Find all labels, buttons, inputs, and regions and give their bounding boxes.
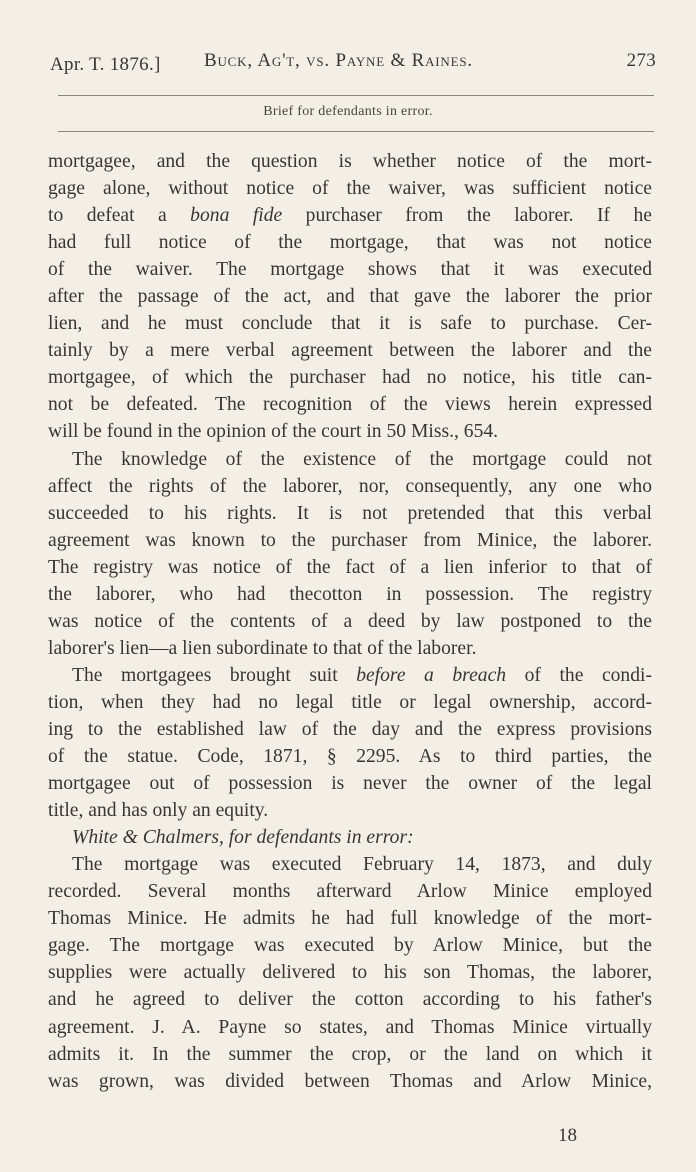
- term-citation: Apr. T. 1876.]: [50, 54, 161, 75]
- text-line: of the statue. Code, 1871, § 2295. As to third parties, the: [48, 746, 652, 768]
- italic-phrase: bona fide: [190, 205, 283, 227]
- page-number: 273: [626, 50, 656, 71]
- section-subheading: Brief for defendants in error.: [263, 104, 433, 119]
- signature-mark: 18: [558, 1125, 577, 1146]
- body-text: [48, 148, 652, 1095]
- text-line: after the passage of the act, and that gave the laborer the prior: [48, 286, 652, 308]
- text-line: The mortgagees brought suit before a breach of the condi-: [72, 664, 652, 686]
- text-line: The knowledge of the existence of the mortgage could not: [72, 448, 652, 470]
- text-line: admits it. In the summer the crop, or the land on which it: [48, 1043, 652, 1065]
- text-line: laborer's lien—a lien subordinate to that of the laborer.: [48, 637, 477, 659]
- text-line: mortgagee, of which the purchaser had no notice, his title can-: [48, 367, 652, 389]
- text-line: the laborer, who had thecotton in possession. The registry: [48, 583, 652, 605]
- text-line: lien, and he must conclude that it is safe to purchase. Cer-: [48, 313, 652, 335]
- text-line: to defeat a bona fide purchaser from the laborer. If he: [48, 205, 652, 227]
- text-line: mortgagee, and the question is whether notice of the mort-: [48, 151, 652, 172]
- text-line: recorded. Several months afterward Arlow Minice employed: [48, 881, 652, 903]
- text-line: tainly by a mere verbal agreement between the laborer and the: [48, 340, 652, 362]
- text-line: mortgagee out of possession is never the owner of the legal: [48, 773, 652, 795]
- text-line: supplies were actually delivered to his son Thomas, the laborer,: [48, 962, 652, 984]
- text-line: tion, when they had no legal title or legal ownership, accord-: [48, 691, 652, 713]
- text-line: gage alone, without notice of the waiver, was sufficient notice: [48, 178, 652, 200]
- subheading-rule: [58, 131, 654, 132]
- text-line: Thomas Minice. He admits he had full knowledge of the mort-: [48, 908, 652, 930]
- text-line: gage. The mortgage was executed by Arlow Minice, but the: [48, 935, 652, 957]
- text-line: The registry was notice of the fact of a lien inferior to that of: [48, 556, 652, 578]
- text-line: was grown, was divided between Thomas and Arlow Minice,: [48, 1070, 652, 1092]
- header-rule: [58, 95, 654, 96]
- text-line: agreement. J. A. Payne so states, and Thomas Minice virtually: [48, 1016, 652, 1038]
- text-line: had full notice of the mortgage, that was not notice: [48, 232, 652, 254]
- text-line: not be defeated. The recognition of the views herein expressed: [48, 394, 652, 416]
- text-line: succeeded to his rights. It is not pretended that this verbal: [48, 502, 652, 524]
- text-line: and he agreed to deliver the cotton according to his father's: [48, 989, 652, 1011]
- text-line: White & Chalmers, for defendants in error:: [72, 827, 414, 849]
- case-title: Buck, Ag't, vs. Payne & Raines.: [204, 50, 473, 71]
- text-line: of the waiver. The mortgage shows that it was executed: [48, 259, 652, 281]
- text-line: agreement was known to the purchaser from Minice, the laborer.: [48, 529, 652, 551]
- text-line: affect the rights of the laborer, nor, consequently, any one who: [48, 475, 652, 497]
- text-line: The mortgage was executed February 14, 1873, and duly: [72, 854, 652, 876]
- text-line: was notice of the contents of a deed by law postponed to the: [48, 610, 652, 632]
- running-header: [50, 50, 660, 84]
- italic-phrase: before a breach: [356, 664, 507, 686]
- text-line: will be found in the opinion of the court in 50 Miss., 654.: [48, 421, 499, 443]
- text-line: title, and has only an equity.: [48, 800, 269, 822]
- text-line: ing to the established law of the day and the express provisions: [48, 718, 652, 740]
